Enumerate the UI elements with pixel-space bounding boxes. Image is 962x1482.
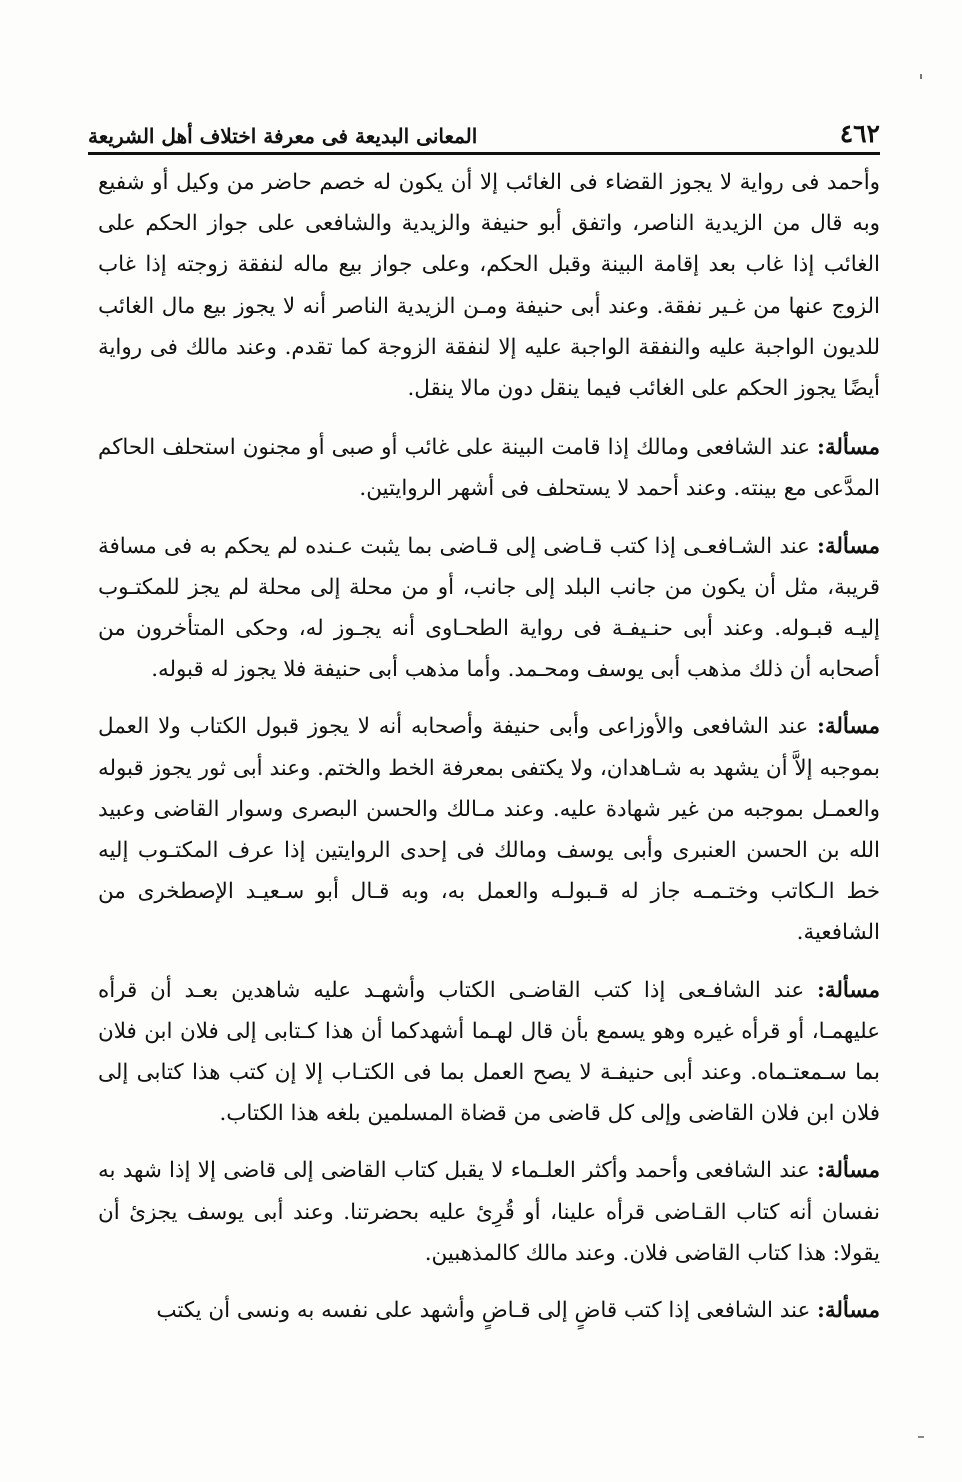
issue-label: مسألة: bbox=[817, 1158, 880, 1184]
margin-mark bbox=[920, 74, 922, 79]
paragraph-text: عند الشافعى وأحمد وأكثر العلـماء لا يقبل كتاب القاضى إلى قاضى إلا إذا شهد به نفسان أنه كتاب القـاضى قرأه علينا، أو قُرِئ عليه بحضرتنا. وعند أبى يوسف يجزئ أن يقولا: هذا كتاب القاضى فلان. وعند مالك كالمذهبين. bbox=[98, 1158, 880, 1266]
paragraph bbox=[98, 1150, 880, 1274]
issue-label: مسألة: bbox=[817, 533, 880, 559]
page-number: ٤٦٢ bbox=[839, 119, 880, 148]
paragraph-text: عند الشافعى والأوزاعى وأبى حنيفة وأصحابه أنه لا يجوز قبول الكتاب ولا العمل بموجبه إلاَّ أن يشهد به شـاهدان، ولا يكتفى بمعرفة الخط والختم. وعند أبى ثور يجوز قبوله والعمـل بموجبه من غير شهادة عليه. وعند مـالك والحسن البصرى وسوار القاضى وعبيد الله بن الحسن العنبرى وأبى يوسف ومالك فى إحدى الروايتين إذا عرف المكتـوب إليه خط الـكاتب وختـمـه جاز له قـبولـه والعمل به، وبه قـال أبو سـعيـد الإصطخرى من الشافعية. bbox=[98, 714, 880, 946]
header-rule bbox=[88, 152, 880, 155]
paragraph-text: عند الشافـعى إذا كتب القاضـى الكتاب وأشهـد عليه شاهدين بعـد أن قرأه عليهمـا، أو قرأه غيره وهو يسمع بأن قال لهـما أشهدكما أن هذا كـتابى إلى فلان ابن فلان بما سـمعتـماه. وعند أبى حنيفـة لا يصح العمل بما فى الكتـاب إلا إن كتب هذا كتابى إلى فلان ابن فلان القاضى وإلى كل قاضى من قضاة المسلمين بلغه هذا الكتاب. bbox=[98, 977, 880, 1127]
paragraph-text: وأحمد فى رواية لا يجوز القضاء فى الغائب إلا أن يكون له خصم حاضر من وكيل أو شفيع وبه قال من الزيدية الناصر، واتفق أبو حنيفة والزيدية والشافعى على جواز الحكم على الغائب إذا غاب بعد إقامة البينة وقبل الحكم، وعلى جواز بيع ماله لنفقة زوجته إذا غاب الزوج عنها من غـير نفقة. وعند أبى حنيفة ومـن الزيدية الناصر أنه لا يجوز بيع مال الغائب للديون الواجبة عليه والنفقة الواجبة عليه إلا لنفقة الزوجة كما تقدم. وعند مالك فى رواية أيضًا يجوز الحكم على الغائب فيما ينقل دون مالا ينقل. bbox=[98, 170, 880, 402]
paragraph bbox=[98, 970, 880, 1135]
body-text bbox=[98, 162, 880, 1347]
paragraph bbox=[98, 526, 880, 691]
paragraph-text: عند الشافعى إذا كتب قاضٍ إلى قـاضٍ وأشهد على نفسه به ونسى أن يكتب bbox=[156, 1298, 818, 1324]
paragraph bbox=[98, 1290, 880, 1331]
paragraph-text: عند الشافعى ومالك إذا قامت البينة على غائب أو صبى أو مجنون استحلف الحاكم المدَّعى مع بينته. وعند أحمد لا يستحلف فى أشهر الروايتين. bbox=[98, 435, 880, 502]
running-title: المعانى البديعة فى معرفة اختلاف أهل الشريعة bbox=[88, 124, 478, 148]
issue-label: مسألة: bbox=[817, 435, 880, 461]
page-header bbox=[88, 108, 880, 148]
paragraph-text: عند الشـافعـى إذا كتب قـاضى إلى قـاضى بما يثبت عـنده لم يحكم به فى مسافة قريبة، مثل أن يكون من جانب البلد إلى جانب، أو من محلة إلى محلة لم يجز للمكتـوب إليـه قبـوله. وعند أبى حنـيفـة فى رواية الطحـاوى أنه يجـوز له، وحكى المتأخرون من أصحابه أن ذلك مذهب أبى يوسف ومحـمد. وأما مذهب أبى حنيفة فلا يجوز له قبوله. bbox=[98, 533, 880, 683]
paragraph bbox=[98, 706, 880, 953]
issue-label: مسألة: bbox=[817, 1298, 880, 1324]
issue-label: مسألة: bbox=[817, 714, 880, 740]
issue-label: مسألة: bbox=[817, 977, 880, 1003]
paragraph bbox=[98, 427, 880, 509]
margin-mark bbox=[918, 1436, 924, 1438]
paragraph bbox=[98, 162, 880, 409]
